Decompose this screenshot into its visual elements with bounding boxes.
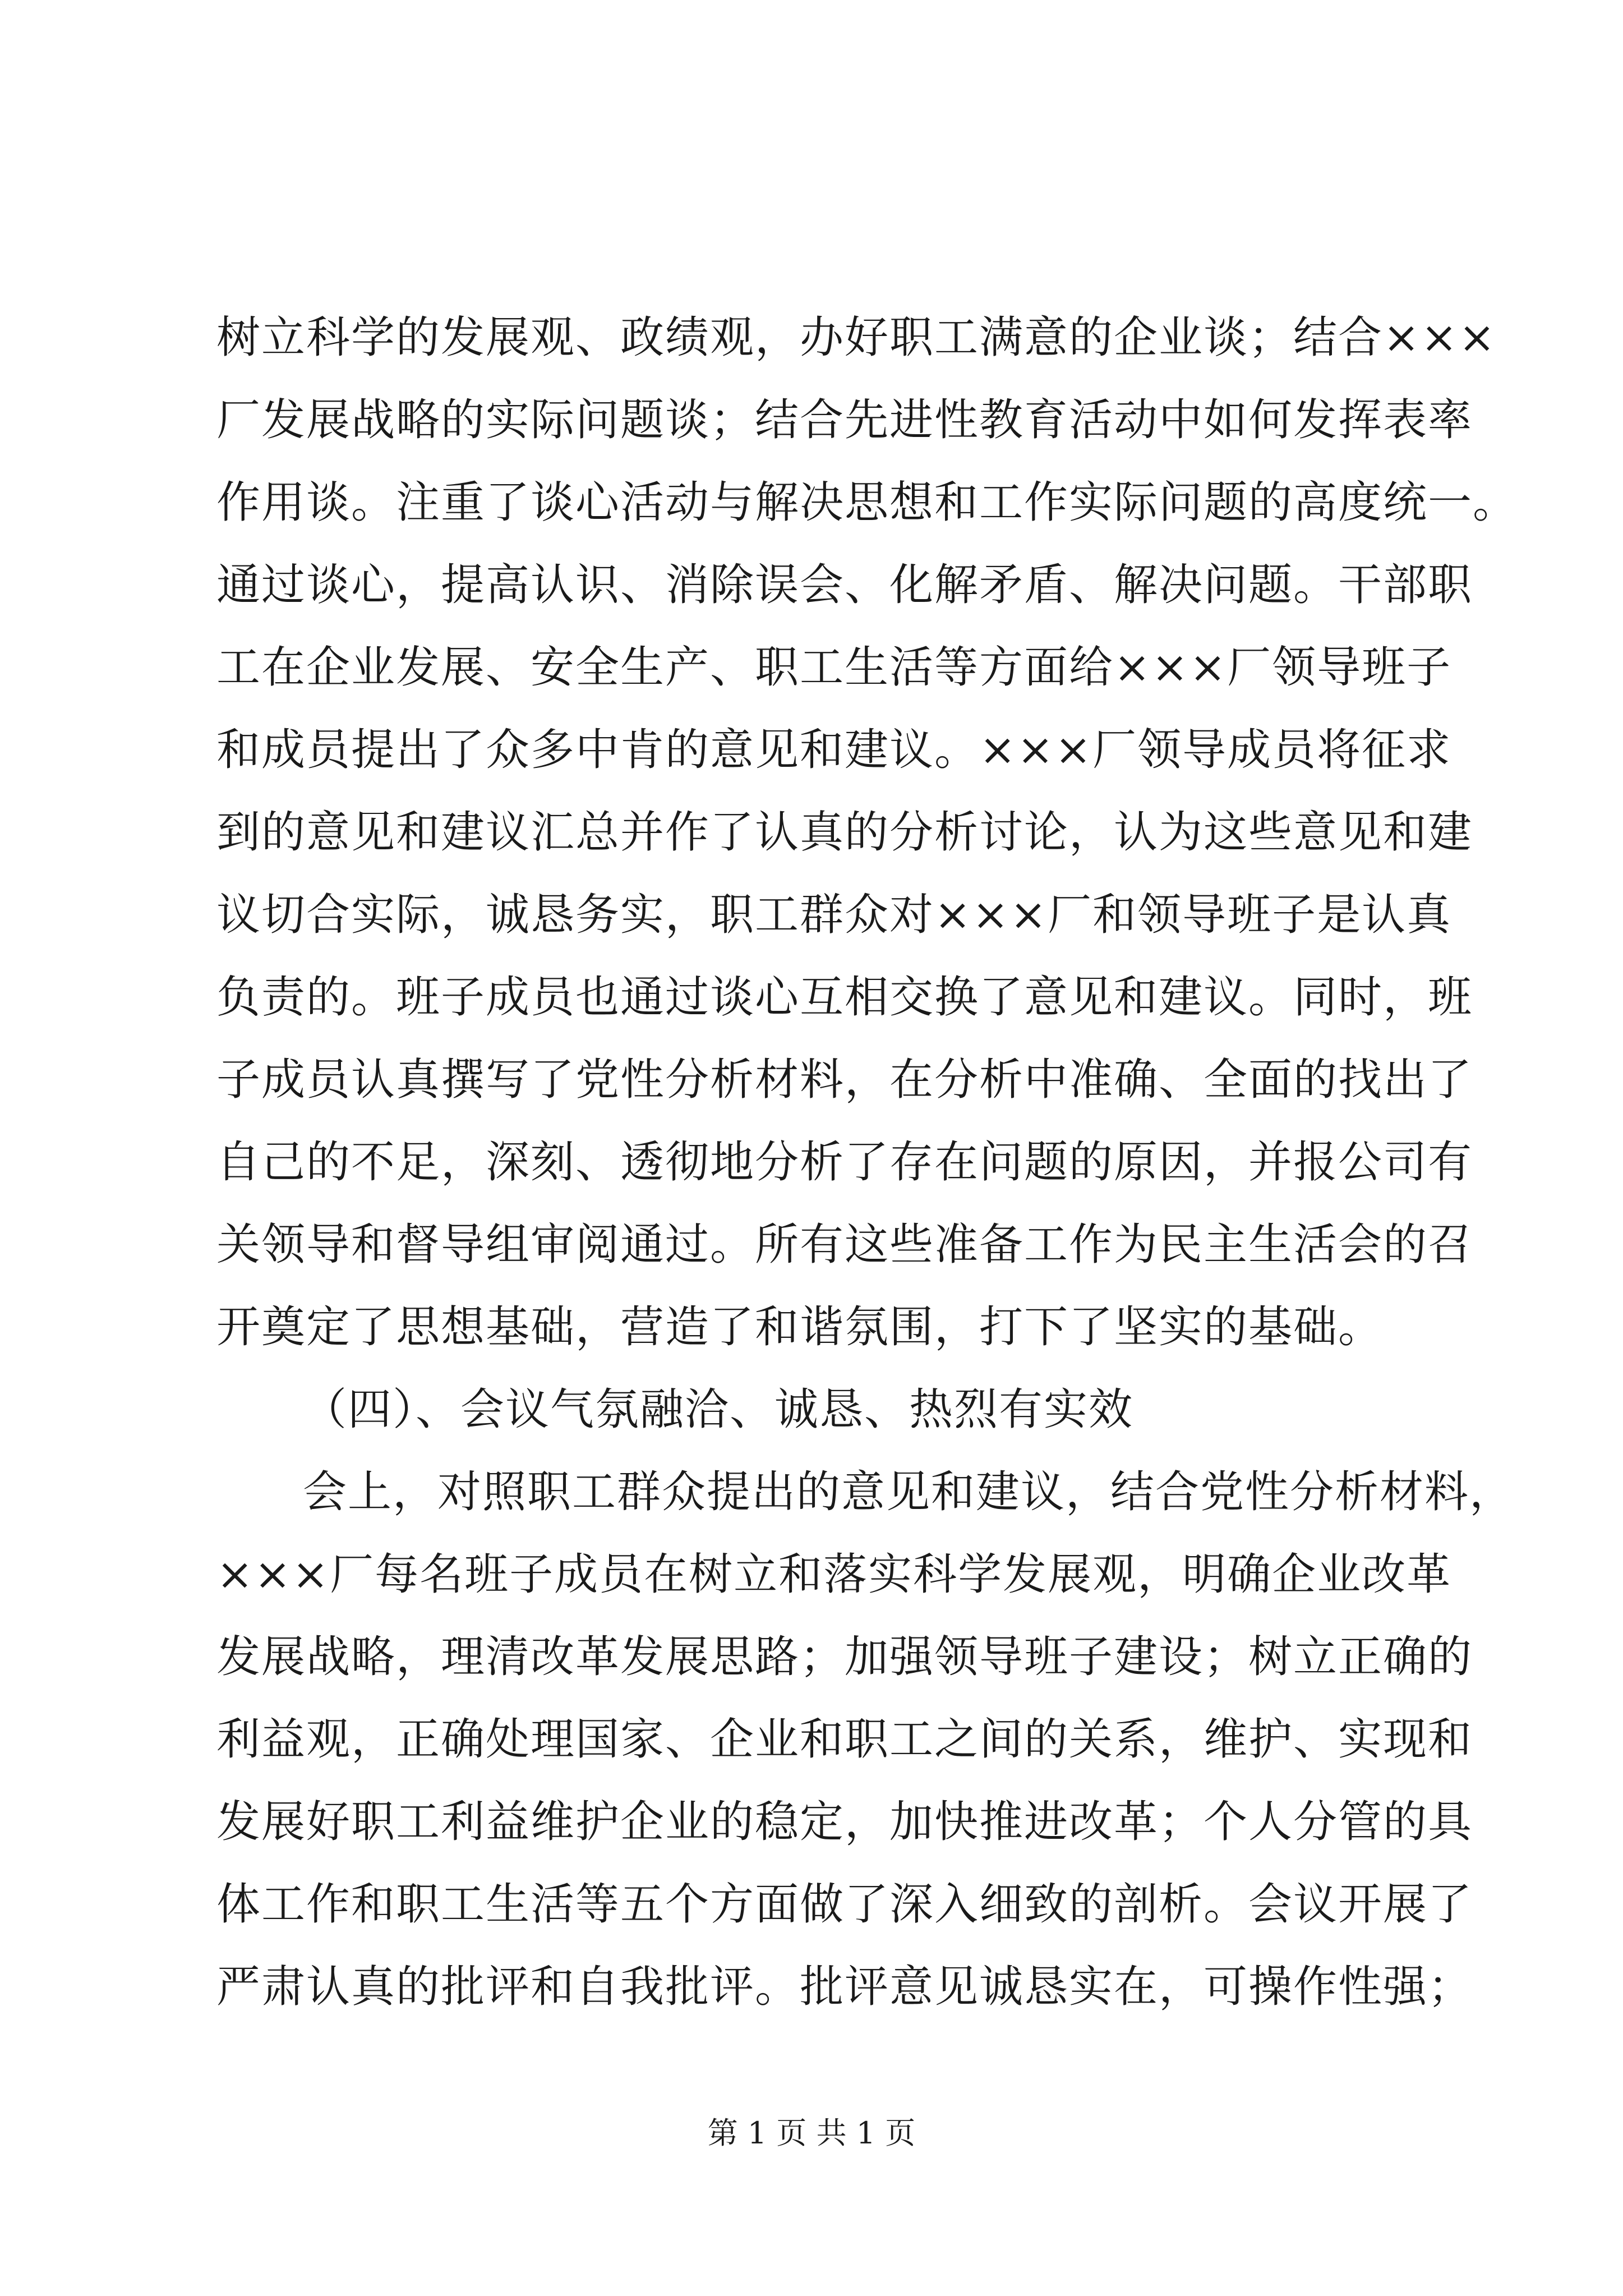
body-text-line: 开奠定了思想基础，营造了和谐氛围，打下了坚实的基础。 [216,1302,1384,1352]
body-text-line: 通过谈心，提高认识、消除误会、化解矛盾、解决问题。干部职 [216,560,1473,610]
body-text-line: 严肃认真的批评和自我批评。批评意见诚恳实在，可操作性强； [216,1962,1473,2012]
body-text-line: 发展战略，理清改革发展思路；加强领导班子建设；树立正确的 [216,1632,1473,1682]
section-heading: （四）、会议气氛融洽、诚恳、热烈有实效 [303,1384,1134,1435]
body-text-line: 自己的不足，深刻、透彻地分析了存在问题的原因，并报公司有 [216,1137,1473,1188]
body-text-line: 到的意见和建议汇总并作了认真的分析讨论，认为这些意见和建 [216,807,1473,858]
body-text-line: 作用谈。注重了谈心活动与解决思想和工作实际问题的高度统一。 [216,477,1518,528]
body-text-line: 子成员认真撰写了党性分析材料，在分析中准确、全面的找出了 [216,1055,1473,1105]
body-text-line: ×××厂每名班子成员在树立和落实科学发展观，明确企业改革 [216,1549,1452,1600]
body-text-line: 体工作和职工生活等五个方面做了深入细致的剖析。会议开展了 [216,1879,1473,1930]
body-text-line: 发展好职工利益维护企业的稳定，加快推进改革；个人分管的具 [216,1797,1473,1847]
body-text-line: 会上，对照职工群众提出的意见和建议，结合党性分析材料， [303,1467,1515,1517]
body-text-line: 利益观，正确处理国家、企业和职工之间的关系，维护、实现和 [216,1714,1473,1765]
body-text-line: 和成员提出了众多中肯的意见和建议。×××厂领导成员将征求 [216,725,1452,775]
body-text-line: 负责的。班子成员也通过谈心互相交换了意见和建议。同时，班 [216,972,1473,1023]
body-text-line: 关领导和督导组审阅通过。所有这些准备工作为民主生活会的召 [216,1220,1473,1270]
page-footer: 第 1 页 共 1 页 [707,2115,916,2151]
body-text-line: 议切合实际，诚恳务实，职工群众对×××厂和领导班子是认真 [216,890,1452,940]
body-text-line: 树立科学的发展观、政绩观，办好职工满意的企业谈；结合××× [216,312,1497,363]
body-text-line: 厂发展战略的实际问题谈；结合先进性教育活动中如何发挥表率 [216,395,1473,445]
body-text-line: 工在企业发展、安全生产、职工生活等方面给×××厂领导班子 [216,642,1452,693]
